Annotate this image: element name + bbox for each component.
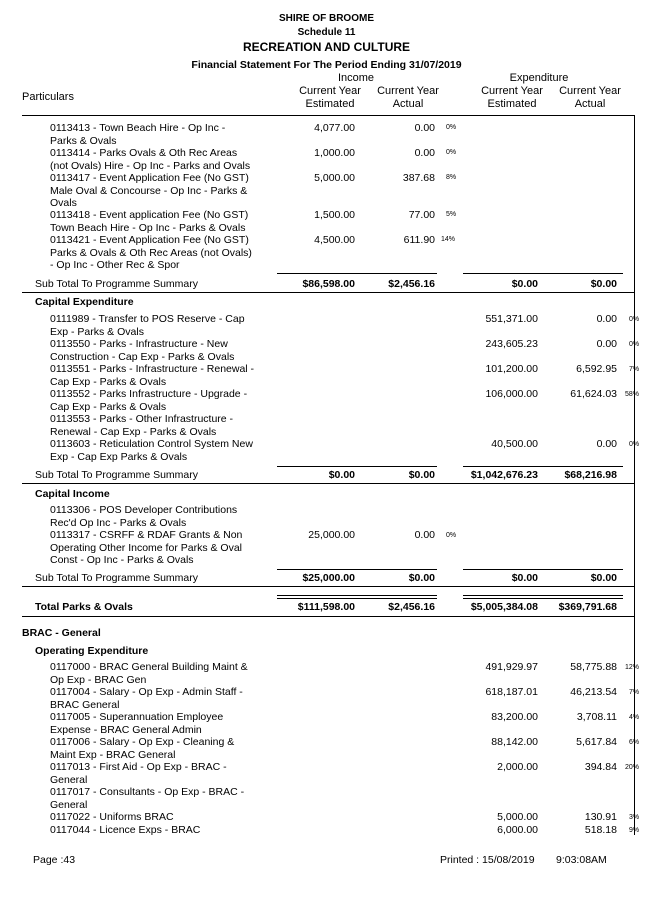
- expenditure-actual-value: 6,592.95: [576, 363, 617, 375]
- printed-time: 9:03:08AM: [556, 854, 607, 866]
- income-actual-value: 387.68: [402, 172, 435, 184]
- income-percent: 8%: [446, 174, 457, 181]
- row-divider: [22, 616, 634, 617]
- account-desc: 0113603 - Reticulation Control System New Exp - Cap Exp Parks & Ovals: [50, 438, 253, 463]
- expenditure-percent: 4%: [629, 714, 640, 721]
- expenditure-actual-value: 0.00: [596, 313, 617, 325]
- expenditure-actual-value: 394.84: [584, 761, 617, 773]
- section-heading-capital-expenditure: Capital Expenditure: [35, 296, 134, 308]
- expenditure-actual-value: 5,617.84: [576, 736, 617, 748]
- account-desc: 0113550 - Parks - Infrastructure - New Construction - Cap Exp - Parks & Ovals: [50, 338, 235, 363]
- income-actual-value: 77.00: [408, 209, 435, 221]
- expenditure-actual-value: 58,775.88: [570, 661, 617, 673]
- account-desc: 0113553 - Parks - Other Infrastructure - Renewal - Cap Exp - Parks & Ovals: [50, 413, 234, 438]
- subtotal-expenditure-actual: $68,216.98: [564, 469, 617, 481]
- expenditure-estimated-value: 88,142.00: [491, 736, 538, 748]
- expenditure-estimated-value: 2,000.00: [497, 761, 538, 773]
- expenditure-group-header: Expenditure: [509, 72, 569, 84]
- income-estimated-value: 1,500.00: [314, 209, 355, 221]
- expenditure-percent: 7%: [629, 366, 640, 373]
- inc-current-year-header: Current Year: [299, 85, 361, 97]
- expenditure-estimated-value: 83,200.00: [491, 711, 538, 723]
- subtotal-income-actual: $0.00: [408, 572, 435, 584]
- income-percent: 5%: [446, 211, 457, 218]
- subtotal-rule: [463, 273, 543, 274]
- income-actual-value: 611.90: [403, 234, 435, 246]
- income-estimated-value: 1,000.00: [314, 147, 355, 159]
- inc-current-year-actual-header: Current Year: [377, 85, 439, 97]
- account-desc: 0117004 - Salary - Op Exp - Admin Staff - BRAC General: [50, 686, 243, 711]
- subtotal-rule: [277, 569, 357, 570]
- subtotal-income-actual: $0.00: [408, 469, 435, 481]
- account-desc: 0113317 - CSRFF & RDAF Grants & Non Operating Other Income for Parks & Oval Const - Op Inc - Parks & Ovals: [50, 529, 243, 566]
- income-actual-value: 0.00: [414, 147, 435, 159]
- income-actual-value: 0.00: [414, 529, 435, 541]
- expenditure-percent: 0%: [629, 341, 640, 348]
- expenditure-actual-value: 0.00: [596, 438, 617, 450]
- expenditure-percent: 0%: [629, 441, 640, 448]
- expenditure-actual-value: 61,624.03: [570, 388, 617, 400]
- subtotal-rule: [277, 273, 357, 274]
- expenditure-estimated-value: 40,500.00: [491, 438, 538, 450]
- expenditure-estimated-value: 551,371.00: [485, 313, 538, 325]
- subtotal-income-estimated: $25,000.00: [302, 572, 355, 584]
- expenditure-actual-value: 130.91: [584, 811, 617, 823]
- expenditure-actual-value: 3,708.11: [576, 711, 617, 723]
- account-desc: 0113421 - Event Application Fee (No GST) Parks & Ovals & Oth Rec Areas (not Ovals) - Op Inc - Other Rec & Spor: [50, 234, 252, 271]
- inc-actual-header: Actual: [392, 98, 424, 110]
- expenditure-estimated-value: 491,929.97: [485, 661, 538, 673]
- row-divider: [22, 586, 634, 587]
- account-desc: 0113551 - Parks - Infrastructure - Renewal - Cap Exp - Parks & Ovals: [50, 363, 255, 388]
- page-number: Page :43: [33, 854, 76, 866]
- statement-period: Financial Statement For The Period Ending 31/07/2019: [191, 59, 462, 71]
- income-percent: 14%: [441, 236, 456, 243]
- total-double-rule: [543, 595, 623, 599]
- subtotal-rule: [463, 569, 543, 570]
- exp-current-year-header: Current Year: [481, 85, 543, 97]
- subtotal-label: Sub Total To Programme Summary: [35, 469, 199, 481]
- subtotal-expenditure-actual: $0.00: [590, 572, 617, 584]
- account-desc: 0113306 - POS Developer Contributions Rec'd Op Inc - Parks & Ovals: [50, 504, 238, 529]
- income-estimated-value: 5,000.00: [314, 172, 355, 184]
- account-desc: 0111989 - Transfer to POS Reserve - Cap Exp - Parks & Ovals: [50, 313, 245, 338]
- subtotal-label: Sub Total To Programme Summary: [35, 278, 199, 290]
- inc-estimated-header: Estimated: [305, 98, 355, 110]
- printed-date: Printed : 15/08/2019: [440, 854, 535, 866]
- subtotal-expenditure-estimated: $0.00: [511, 572, 538, 584]
- account-desc: 0117006 - Salary - Op Exp - Cleaning & Maint Exp - BRAC General: [50, 736, 235, 761]
- total-expenditure-actual: $369,791.68: [558, 601, 617, 613]
- total-double-rule: [277, 595, 357, 599]
- org-name: SHIRE OF BROOME: [278, 13, 374, 24]
- right-border: [634, 115, 635, 835]
- expenditure-actual-value: 0.00: [596, 338, 617, 350]
- section-heading-capital-income: Capital Income: [35, 488, 110, 500]
- account-desc: 0117013 - First Aid - Op Exp - BRAC - General: [50, 761, 227, 786]
- subtotal-rule: [543, 569, 623, 570]
- income-estimated-value: 25,000.00: [308, 529, 355, 541]
- expenditure-estimated-value: 5,000.00: [497, 811, 538, 823]
- subtotal-label: Sub Total To Programme Summary: [35, 572, 199, 584]
- total-income-actual: $2,456.16: [388, 601, 435, 613]
- subtotal-rule: [543, 466, 623, 467]
- account-desc: 0117022 - Uniforms BRAC: [50, 811, 174, 823]
- account-desc: 0117017 - Consultants - Op Exp - BRAC - General: [50, 786, 245, 811]
- subtotal-rule: [357, 569, 437, 570]
- account-desc: 0113417 - Event Application Fee (No GST) Male Oval & Concourse - Op Inc - Parks & Ovals: [50, 172, 249, 209]
- expenditure-percent: 20%: [625, 764, 640, 771]
- schedule-label: Schedule 11: [297, 27, 356, 38]
- expenditure-estimated-value: 106,000.00: [485, 388, 538, 400]
- total-label: Total Parks & Ovals: [35, 601, 133, 613]
- group-heading-brac-general: BRAC - General: [22, 627, 101, 639]
- row-divider: [22, 483, 634, 484]
- subtotal-rule: [543, 273, 623, 274]
- income-group-header: Income: [337, 72, 375, 84]
- row-divider: [22, 292, 634, 293]
- section-heading-operating-expenditure: Operating Expenditure: [35, 645, 149, 657]
- account-desc: 0117000 - BRAC General Building Maint & Op Exp - BRAC Gen: [50, 661, 248, 686]
- expenditure-percent: 58%: [625, 391, 640, 398]
- income-estimated-value: 4,500.00: [314, 234, 355, 246]
- subtotal-income-estimated: $0.00: [328, 469, 355, 481]
- total-expenditure-estimated: $5,005,384.08: [470, 601, 538, 613]
- total-double-rule: [463, 595, 543, 599]
- account-desc: 0117044 - Licence Exps - BRAC: [50, 824, 201, 836]
- expenditure-estimated-value: 101,200.00: [485, 363, 538, 375]
- page-title: RECREATION AND CULTURE: [242, 40, 411, 54]
- total-double-rule: [357, 595, 437, 599]
- subtotal-expenditure-actual: $0.00: [590, 278, 617, 290]
- total-income-estimated: $111,598.00: [297, 601, 355, 613]
- expenditure-percent: 7%: [629, 689, 640, 696]
- exp-actual-header: Actual: [574, 98, 606, 110]
- account-desc: 0113418 - Event application Fee (No GST) Town Beach Hire - Op Inc - Parks & Ovals: [50, 209, 249, 234]
- subtotal-rule: [277, 466, 357, 467]
- subtotal-income-actual: $2,456.16: [388, 278, 435, 290]
- income-percent: 0%: [446, 124, 457, 131]
- subtotal-income-estimated: $86,598.00: [302, 278, 355, 290]
- subtotal-rule: [357, 273, 437, 274]
- subtotal-expenditure-estimated: $0.00: [511, 278, 538, 290]
- income-actual-value: 0.00: [414, 122, 435, 134]
- income-estimated-value: 4,077.00: [314, 122, 355, 134]
- income-percent: 0%: [446, 532, 457, 539]
- account-desc: 0113552 - Parks Infrastructure - Upgrade - Cap Exp - Parks & Ovals: [50, 388, 248, 413]
- exp-estimated-header: Estimated: [487, 98, 537, 110]
- subtotal-expenditure-estimated: $1,042,676.23: [470, 469, 538, 481]
- income-percent: 0%: [446, 149, 457, 156]
- subtotal-rule: [357, 466, 437, 467]
- particulars-header: Particulars: [22, 91, 74, 103]
- expenditure-percent: 9%: [629, 827, 640, 834]
- expenditure-percent: 3%: [629, 814, 640, 821]
- expenditure-estimated-value: 6,000.00: [497, 824, 538, 836]
- subtotal-rule: [463, 466, 543, 467]
- expenditure-actual-value: 518.18: [584, 824, 617, 836]
- expenditure-percent: 6%: [629, 739, 640, 746]
- account-desc: 0113413 - Town Beach Hire - Op Inc - Parks & Ovals: [50, 122, 226, 147]
- exp-current-year-actual-header: Current Year: [559, 85, 621, 97]
- expenditure-estimated-value: 243,605.23: [485, 338, 538, 350]
- header-divider: [22, 115, 634, 116]
- account-desc: 0117005 - Superannuation Employee Expense - BRAC General Admin: [50, 711, 224, 736]
- expenditure-percent: 0%: [629, 316, 640, 323]
- expenditure-actual-value: 46,213.54: [570, 686, 617, 698]
- account-desc: 0113414 - Parks Ovals & Oth Rec Areas (not Ovals) Hire - Op Inc - Parks and Ovals: [50, 147, 251, 172]
- expenditure-percent: 12%: [625, 664, 640, 671]
- expenditure-estimated-value: 618,187.01: [485, 686, 538, 698]
